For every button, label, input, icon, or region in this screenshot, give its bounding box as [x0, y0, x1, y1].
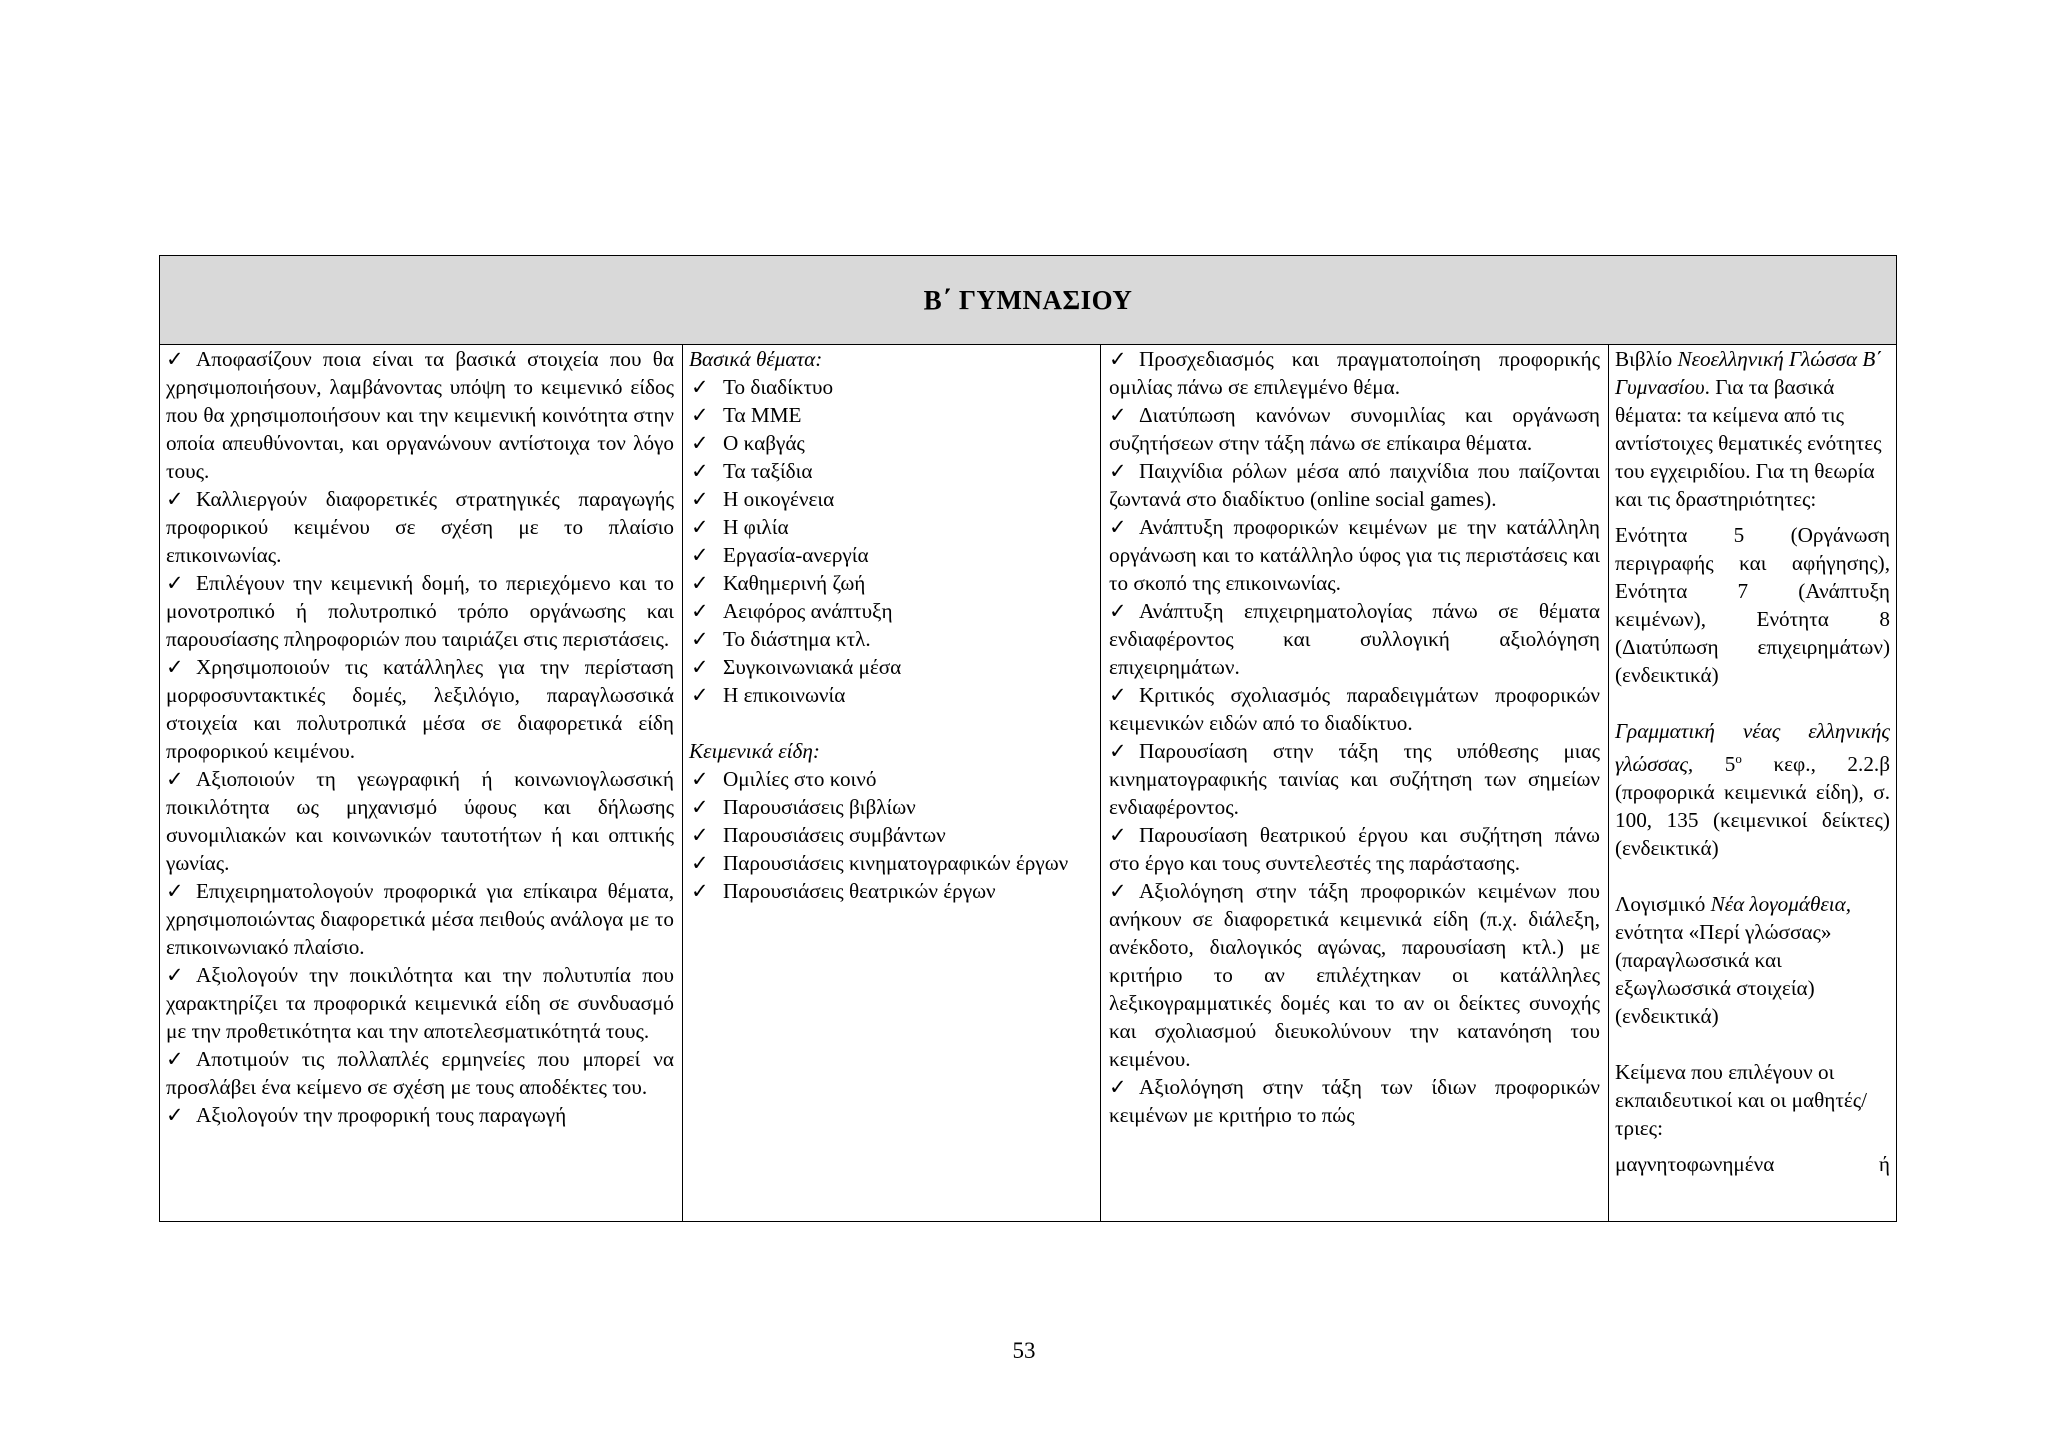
topics-title: Βασικά θέματα: [689, 347, 823, 371]
checkmark-icon: ✓ [691, 655, 709, 679]
checkmark-icon: ✓ [166, 1047, 184, 1071]
outcome-item: ✓ Επιλέγουν την κειμενική δομή, το περιεχόμενο και το μονοτροπικό ή πολυτροπικό τρόπο οργάνωσης και παρουσίασης πληροφοριών που ταιριάζει στις περιστάσεις. [166, 571, 674, 651]
outcome-item: ✓ Αποφασίζουν ποια είναι τα βασικά στοιχεία που θα χρησιμοποιήσουν, λαμβάνοντας υπόψη το κειμενικό είδος που θα χρησιμοποιήσουν και την κειμενική κοινότητα στην οποία απευθύνονται, και οργανώνουν αντίστοιχα τον λόγο τους. [166, 347, 674, 483]
outcome-item: ✓ Χρησιμοποιούν τις κατάλληλες για την περίσταση μορφοσυντακτικές δομές, λεξιλόγιο, παραγλωσσικά στοιχεία και πολυτροπικά μέσα σε διαφορετικά είδη προφορικού κειμένου. [166, 655, 674, 763]
checkmark-icon: ✓ [691, 599, 709, 623]
learning-outcomes-column [160, 345, 683, 1222]
checkmark-icon: ✓ [166, 767, 184, 791]
outcome-item: ✓ Καλλιεργούν διαφορετικές στρατηγικές παραγωγής προφορικού κειμένου σε σχέση με το πλαίσιο επικοινωνίας. [166, 487, 674, 567]
checkmark-icon: ✓ [691, 543, 709, 567]
grammar-resource: Γραμματική νέας ελληνικής γλώσσας, $5^o$ κεφ., 2.2.β (προφορικά κειμενικά είδη), σ. 100, 135 (κειμενικοί δείκτες) (ενδεικτικά) [1615, 719, 1890, 861]
genre-item: ✓ Παρουσιάσεις βιβλίων [691, 795, 916, 819]
topic-item: ✓ Το διάστημα κτλ. [691, 627, 871, 651]
checkmark-icon: ✓ [691, 375, 709, 399]
checkmark-icon: ✓ [691, 431, 709, 455]
genres-title: Κειμενικά είδη: [689, 739, 820, 763]
checkmark-icon: ✓ [691, 823, 709, 847]
activities-column [1101, 345, 1609, 1222]
curriculum-table [159, 255, 1897, 1222]
checkmark-icon: ✓ [1109, 1075, 1127, 1099]
topic-item: ✓ Τα ΜΜΕ [691, 403, 802, 427]
topic-item: ✓ Καθημερινή ζωή [691, 571, 866, 595]
textbook-units: Ενότητα 5 (Οργάνωση περιγραφής και αφήγησης), Ενότητα 7 (Ανάπτυξη κειμένων), Ενότητα 8 (Διατύπωση επιχειρημάτων) (ενδεικτικά) [1615, 523, 1890, 687]
outcome-item: ✓ Επιχειρηματολογούν προφορικά για επίκαιρα θέματα, χρησιμοποιώντας διαφορετικά μέσα πειθούς ανάλογα με το επικοινωνιακό πλαίσιο. [166, 879, 674, 959]
topic-item: ✓ Η φιλία [691, 515, 789, 539]
table-header [160, 256, 1897, 345]
checkmark-icon: ✓ [691, 627, 709, 651]
checkmark-icon: ✓ [166, 963, 184, 987]
checkmark-icon: ✓ [1109, 515, 1127, 539]
checkmark-icon: ✓ [1109, 739, 1127, 763]
activity-item: ✓ Προσχεδιασμός και πραγματοποίηση προφορικής ομιλίας πάνω σε επιλεγμένο θέμα. [1109, 347, 1600, 399]
topic-item: ✓ Το διαδίκτυο [691, 375, 834, 399]
activity-item: ✓ Ανάπτυξη επιχειρηματολογίας πάνω σε θέματα ενδιαφέροντος και συλλογική αξιολόγηση επιχειρημάτων. [1109, 599, 1600, 679]
activity-item: ✓ Κριτικός σχολιασμός παραδειγμάτων προφορικών κειμενικών ειδών από το διαδίκτυο. [1109, 683, 1600, 735]
topic-item: ✓ Η επικοινωνία [691, 683, 846, 707]
textbook-resource: Βιβλίο Νεοελληνική Γλώσσα Β΄ Γυμνασίου. Για τα βασικά θέματα: τα κείμενα από τις αντίστοιχες θεματικές ενότητες του εγχειριδίου. Για τη θεωρία και τις δραστηριότητες: [1615, 347, 1883, 511]
selected-texts: Κείμενα που επιλέγουν οι εκπαιδευτικοί και οι μαθητές/τριες: [1615, 1060, 1868, 1141]
activity-item: ✓ Παρουσίαση στην τάξη της υπόθεσης μιας κινηματογραφικής ταινίας και συζήτηση των σημείων ενδιαφέροντος. [1109, 739, 1600, 819]
checkmark-icon: ✓ [691, 459, 709, 483]
genre-item: ✓ Παρουσιάσεις θεατρικών έργων [691, 879, 996, 903]
checkmark-icon: ✓ [1109, 879, 1127, 903]
topic-item: ✓ Εργασία-ανεργία [691, 543, 869, 567]
software-resource: Λογισμικό Νέα λογομάθεια, ενότητα «Περί γλώσσας» (παραγλωσσικά και εξωγλωσσικά στοιχεία) (ενδεικτικά) [1615, 892, 1852, 1029]
checkmark-icon: ✓ [691, 683, 709, 707]
topics-column [683, 345, 1101, 1222]
checkmark-icon: ✓ [691, 403, 709, 427]
outcome-item: ✓ Αξιολογούν την ποικιλότητα και την πολυτυπία που χαρακτηρίζει τα προφορικά κειμενικά είδη σε συνδυασμό με την προθετικότητα και την αποτελεσματικότητά τους. [166, 963, 674, 1043]
grade-title: Β΄ ΓΥΜΝΑΣΙΟΥ [923, 284, 1133, 315]
checkmark-icon: ✓ [1109, 823, 1127, 847]
genre-item: ✓ Ομιλίες στο κοινό [691, 767, 877, 791]
checkmark-icon: ✓ [691, 487, 709, 511]
checkmark-icon: ✓ [166, 1103, 184, 1127]
resources-column [1609, 345, 1897, 1222]
genre-item: ✓ Παρουσιάσεις συμβάντων [691, 823, 946, 847]
outcome-item: ✓ Αποτιμούν τις πολλαπλές ερμηνείες που μπορεί να προσλάβει ένα κείμενο σε σχέση με τους αποδέκτες του. [166, 1047, 674, 1099]
activity-item: ✓ Ανάπτυξη προφορικών κειμένων με την κατάλληλη οργάνωση και το κατάλληλο ύφος για τις περιστάσεις και το σκοπό της επικοινωνίας. [1109, 515, 1600, 595]
checkmark-icon: ✓ [1109, 459, 1127, 483]
topic-item: ✓ Ο καβγάς [691, 431, 805, 455]
checkmark-icon: ✓ [691, 571, 709, 595]
page-number: 53 [1012, 1338, 1036, 1363]
checkmark-icon: ✓ [166, 487, 184, 511]
checkmark-icon: ✓ [166, 879, 184, 903]
checkmark-icon: ✓ [1109, 403, 1127, 427]
checkmark-icon: ✓ [166, 655, 184, 679]
activity-item: ✓ Διατύπωση κανόνων συνομιλίας και οργάνωση συζητήσεων στην τάξη πάνω σε επίκαιρα θέματα. [1109, 403, 1600, 455]
checkmark-icon: ✓ [691, 767, 709, 791]
activity-item: ✓ Παρουσίαση θεατρικού έργου και συζήτηση πάνω στο έργο και τους συντελεστές της παράστασης. [1109, 823, 1600, 875]
activity-item: ✓ Αξιολόγηση στην τάξη προφορικών κειμένων που ανήκουν σε διαφορετικά κειμενικά είδη (π.χ. διάλεξη, ανέκδοτο, διαλογικός αγώνας, παρουσίαση κτλ.) με κριτήριο το αν επιλέχτηκαν οι κατάλληλες λεξικογραμματικές δομές και το αν οι δείκτες συνοχής και σχολιασμού διευκολύνουν την κατανόηση του κειμένου. [1109, 879, 1600, 1071]
activity-item: ✓ Αξιολόγηση στην τάξη των ίδιων προφορικών κειμένων με κριτήριο το πώς [1109, 1075, 1600, 1127]
outcome-item: ✓ Αξιοποιούν τη γεωγραφική ή κοινωνιογλωσσική ποικιλότητα ως μηχανισμό ύφους και δήλωσης συνομιλιακών και κοινωνικών ταυτοτήτων ή και οπτικής γωνίας. [166, 767, 674, 875]
recorded-texts: μαγνητοφωνημένα ή [1615, 1152, 1890, 1177]
checkmark-icon: ✓ [1109, 683, 1127, 707]
outcome-item: ✓ Αξιολογούν την προφορική τους παραγωγή [166, 1103, 567, 1127]
checkmark-icon: ✓ [166, 347, 184, 371]
checkmark-icon: ✓ [691, 879, 709, 903]
checkmark-icon: ✓ [166, 571, 184, 595]
topic-item: ✓ Η οικογένεια [691, 487, 835, 511]
checkmark-icon: ✓ [1109, 599, 1127, 623]
checkmark-icon: ✓ [691, 515, 709, 539]
checkmark-icon: ✓ [691, 851, 709, 875]
activity-item: ✓ Παιχνίδια ρόλων μέσα από παιχνίδια που παίζονται ζωντανά στο διαδίκτυο (online social games). [1109, 459, 1600, 511]
topic-item: ✓ Αειφόρος ανάπτυξη [691, 599, 893, 623]
checkmark-icon: ✓ [1109, 347, 1127, 371]
topic-item: ✓ Συγκοινωνιακά μέσα [691, 655, 902, 679]
topic-item: ✓ Τα ταξίδια [691, 459, 813, 483]
checkmark-icon: ✓ [691, 795, 709, 819]
genre-item: ✓ Παρουσιάσεις κινηματογραφικών έργων [691, 851, 1069, 875]
